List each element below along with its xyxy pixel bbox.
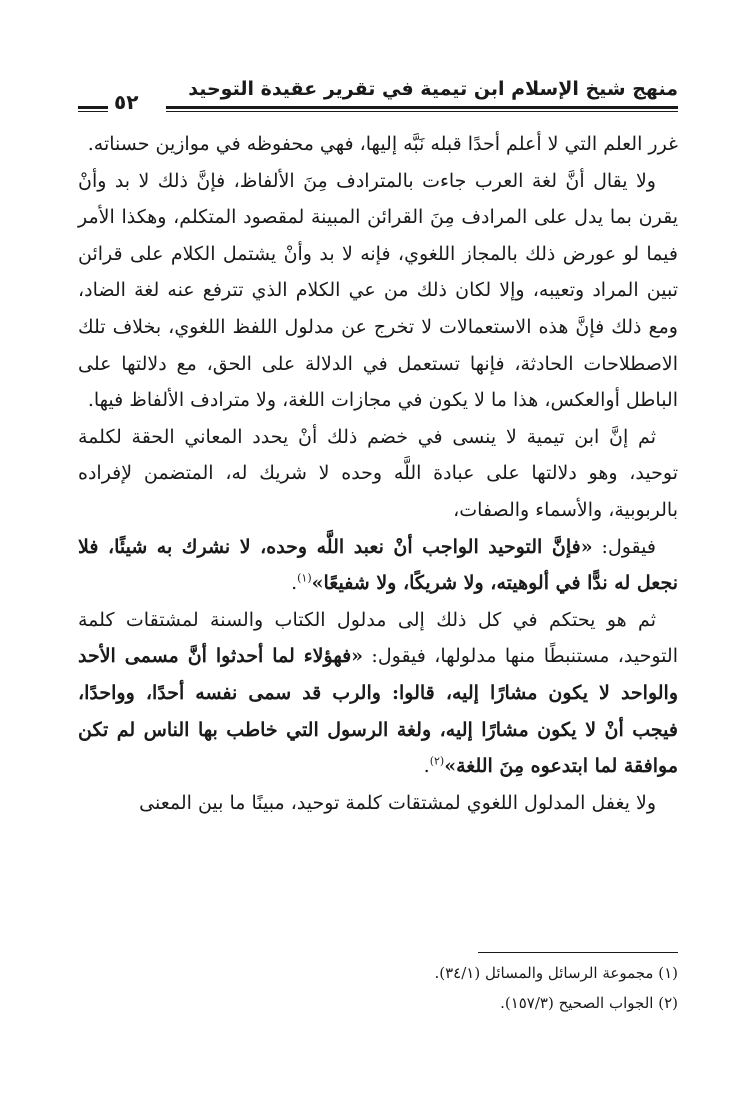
paragraph-lead: فيقول: [592,535,656,558]
paragraph-tail: . [423,755,430,778]
paragraph [78,602,678,785]
paragraph: ثم إنَّ ابن تيمية لا ينسى في خضم ذلك أنْ يحدد المعاني الحقة لكلمة توحيد، وهو دلالتها على عبادة اللَّه وحده لا شريك له، المتضمن لإفراده بالربوبية، والأسماء والصفات، [78,425,678,521]
page-number: ٥٢ [114,90,139,114]
page-header [78,72,678,122]
header-rule-thin [166,111,678,112]
footnote-separator [478,952,678,953]
paragraph: غرر العلم التي لا أعلم أحدًا قبله نَبَّه إليها، فهي محفوظه في موازين حسناته. [87,133,678,155]
paragraph-lead: ثم هو يحتكم في كل ذلك إلى مدلول الكتاب والسنة لمشتقات كلمة التوحيد، مستنبطًا منها مدلولها، فيقول: [78,608,678,668]
paragraph: ولا يغفل المدلول اللغوي لمشتقات كلمة توحيد، مبينًا ما بين المعنى [139,791,656,814]
footnote: (١) مجموعة الرسائل والمسائل (٣٤/١). [434,964,678,982]
main-text [78,126,678,821]
header-rule-short-thin [78,111,108,112]
quotation: «فهؤلاء لما أحدثوا أنَّ مسمى الأحد والواحد لا يكون مشارًا إليه، قالوا: والرب قد سمى نفسه أحدًا، وواحدًا، فيجب أنْ لا يكون مشارًا إليه، ولغة الرسول التي خاطب بها الناس لم تكن موافقة لما ابتدعوه مِنَ اللغة» [78,645,678,778]
paragraph-tail: . [291,572,298,595]
header-rule-short-thick [78,106,108,109]
footnote-ref: (١) [297,571,312,585]
footnotes [78,958,678,1018]
footnote: (٢) الجواب الصحيح (١٥٧/٣). [500,994,678,1012]
header-rule-thick [166,106,678,109]
quotation: «فإنَّ التوحيد الواجب أنْ نعبد اللَّه وحده، لا نشرك به شيئًا، فلا نجعل له ندًّا في ألوهيته، ولا شريكًا، ولا شفيعًا» [78,535,678,595]
footnote-ref: (٢) [429,754,445,768]
paragraph: ولا يقال أنَّ لغة العرب جاءت بالمترادف مِنَ الألفاظ، فإنَّ ذلك لا بد وأنْ يقرن بما يدل على المرادف مِنَ القرائن المبينة لمقصود المتكلم، وهكذا الأمر فيما لو عورض ذلك بالمجاز اللغوي، فإنه لا بد وأنْ يشتمل الكلام على قرائن تبين المراد وتعيبه، وإلا لكان ذلك من عي الكلام الذي تترفع عنه لغة الضاد، ومع ذلك فإنَّ هذه الاستعمالات لا تخرج عن مدلول اللفظ اللغوي، بخلاف تلك الاصطلاحات الحادثة، فإنها تستعمل في الدلالة على الحق، مع دلالتها على الباطل أوالعكس، هذا ما لا يكون في مجازات اللغة، ولا مترادف الألفاظ فيها. [78,169,678,412]
paragraph [78,529,678,602]
running-title: منهج شيخ الإسلام ابن تيمية في تقرير عقيدة التوحيد [188,78,678,100]
